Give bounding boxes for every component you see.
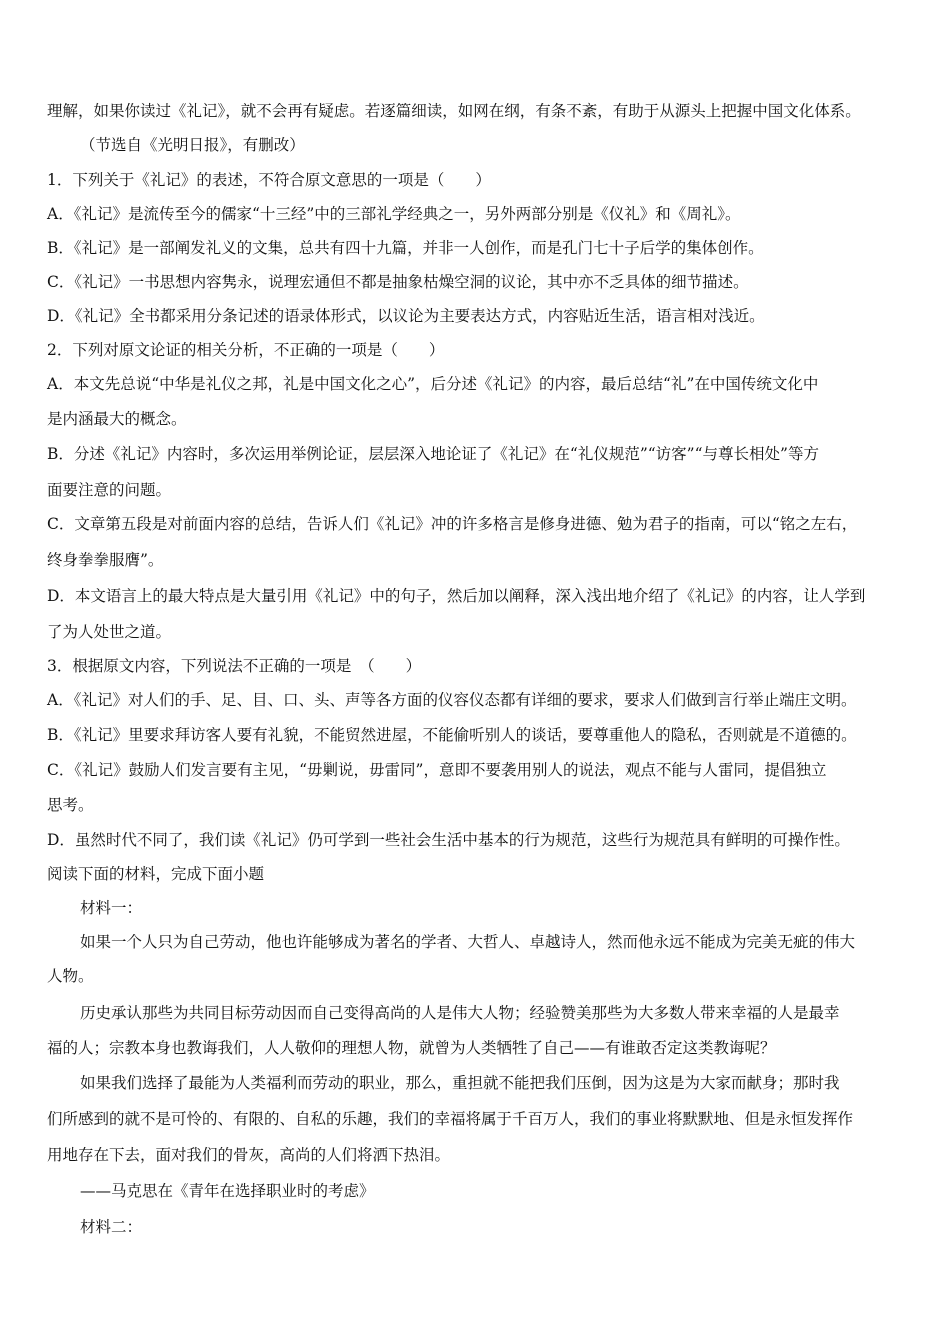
question-1-option-c: C．《礼记》一书思想内容隽永，说理宏通但不都是抽象枯燥空洞的议论，其中亦不乏具体的细节描述。	[47, 273, 749, 291]
question-2-option-d: D．本文语言上的最大特点是大量引用《礼记》中的句子，然后加以阐释，深入浅出地介绍了《礼记》的内容，让人学到	[47, 587, 866, 605]
passage-end-line: 理解，如果你读过《礼记》，就不会再有疑虑。若逐篇细读，如网在纲，有条不紊，有助于从源头上把握中国文化体系。	[47, 102, 861, 120]
material-1-attribution: ——马克思在《青年在选择职业时的考虑》	[80, 1182, 375, 1200]
question-2-option-a-cont: 是内涵最大的概念。	[47, 410, 187, 428]
question-2-option-d-cont: 了为人处世之道。	[47, 623, 172, 641]
question-2-option-a: A．本文先总说“中华是礼仪之邦，礼是中国文化之心”，后分述《礼记》的内容，最后总结“礼”在中国传统文化中	[47, 375, 819, 393]
question-1-option-a: A．《礼记》是流传至今的儒家“十三经”中的三部礼学经典之一，另外两部分别是《仪礼》和《周礼》。	[47, 205, 741, 223]
reading-instruction: 阅读下面的材料，完成下面小题	[47, 865, 265, 883]
material-1-paragraph-3-cont: 们所感到的就不是可怜的、有限的、自私的乐趣，我们的幸福将属于千百万人，我们的事业将默默地、但是永恒发挥作	[47, 1110, 854, 1128]
question-1-option-d: D．《礼记》全书都采用分条记述的语录体形式，以议论为主要表达方式，内容贴近生活，语言相对浅近。	[47, 307, 765, 325]
question-3-option-c: C．《礼记》鼓励人们发言要有主见，“毋剿说，毋雷同”，意即不要袭用别人的说法，观点不能与人雷同，提倡独立	[47, 761, 827, 779]
question-3-option-a: A．《礼记》对人们的手、足、目、口、头、声等各方面的仪容仪态都有详细的要求，要求人们做到言行举止端庄文明。	[47, 691, 857, 709]
question-2-option-c-cont: 终身拳拳服膺”。	[47, 551, 164, 569]
question-3-option-c-cont: 思考。	[47, 796, 94, 814]
question-3-stem: 3．根据原文内容，下列说法不正确的一项是 （ ）	[47, 657, 422, 675]
question-2-option-b-cont: 面要注意的问题。	[47, 481, 172, 499]
material-1-paragraph-2: 历史承认那些为共同目标劳动因而自己变得高尚的人是伟大人物；经验赞美那些为大多数人带来幸福的人是最幸	[80, 1004, 840, 1022]
material-1-title: 材料一：	[80, 899, 143, 917]
question-2-stem: 2．下列对原文论证的相关分析，不正确的一项是（ ）	[47, 341, 445, 359]
material-1-paragraph-1: 如果一个人只为自己劳动，他也许能够成为著名的学者、大哲人、卓越诗人，然而他永远不能成为完美无疵的伟大	[80, 933, 856, 951]
question-3-option-b: B．《礼记》里要求拜访客人要有礼貌，不能贸然进屋，不能偷听别人的谈话，要尊重他人的隐私，否则就是不道德的。	[47, 726, 857, 744]
question-2-option-c: C．文章第五段是对前面内容的总结，告诉人们《礼记》冲的许多格言是修身进德、勉为君子的指南，可以“铭之左右，	[47, 515, 858, 533]
question-2-option-b: B．分述《礼记》内容时，多次运用举例论证，层层深入地论证了《礼记》在“礼仪规范”“访客”“与尊长相处”等方	[47, 445, 819, 463]
question-1-stem: 1．下列关于《礼记》的表述，不符合原文意思的一项是（ ）	[47, 171, 491, 189]
question-3-option-d: D．虽然时代不同了，我们读《礼记》仍可学到一些社会生活中基本的行为规范，这些行为规范具有鲜明的可操作性。	[47, 831, 850, 849]
material-1-paragraph-1-cont: 人物。	[47, 967, 94, 985]
material-1-paragraph-2-cont: 福的人；宗教本身也教诲我们，人人敬仰的理想人物，就曾为人类牺牲了自己——有谁敢否定这类教诲呢？	[47, 1039, 776, 1057]
material-2-title: 材料二：	[80, 1218, 143, 1236]
question-1-option-b: B．《礼记》是一部阐发礼义的文集，总共有四十九篇，并非一人创作，而是孔门七十子后学的集体创作。	[47, 239, 764, 257]
material-1-paragraph-3-cont2: 用地存在下去，面对我们的骨灰，高尚的人们将洒下热泪。	[47, 1146, 451, 1164]
passage-source: （节选自《光明日报》，有删改）	[80, 136, 305, 154]
material-1-paragraph-3: 如果我们选择了最能为人类福利而劳动的职业，那么，重担就不能把我们压倒，因为这是为大家而献身；那时我	[80, 1074, 840, 1092]
